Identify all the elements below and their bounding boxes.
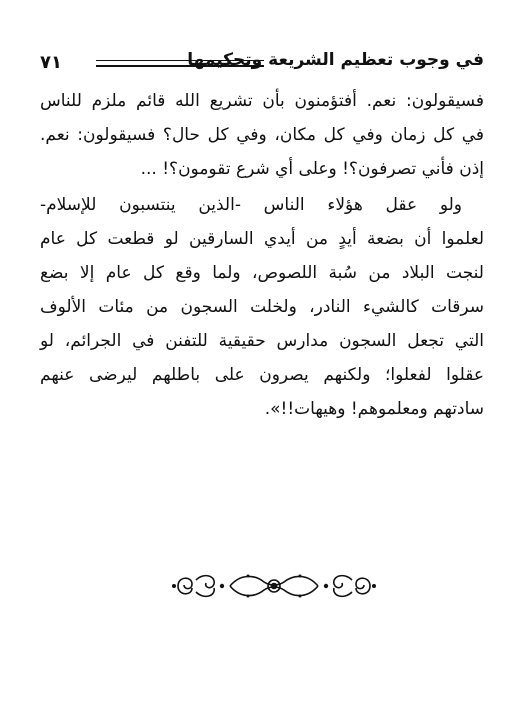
text-line: في كل زمان وفي كل مكان، وفي كل حال؟ فسيقولون: نعم. [40,125,484,145]
text-line: لنجت البلاد من سُبة اللصوص، ولما وقع كل عام إلا بضع [40,263,484,283]
text-line: لعلموا أن بضعة أيدٍ من أيدي السارقين لو قطعت كل عام [40,229,484,249]
text-line: التي تجعل السجون مدارس حقيقية للتفنن في الجرائم، لو [40,331,484,351]
text-line: إذن فأني تصرفون؟! وعلى أي شرع تقومون؟! ... [140,159,484,179]
text-line: سادتهم ومعلموهم! وهيهات!!». [264,399,484,419]
text-line: سرقات كالشيء النادر، ولخلت السجون من مئات الألوف [40,297,484,317]
text-line: ولو عقل هؤلاء الناس -الذين ينتسبون للإسلام- [40,195,462,215]
running-title: في وجوب تعظيم الشريعة وتحكيمها [187,50,484,70]
text-line: عقلوا لفعلوا؛ ولكنهم يصرون على باطلهم ليرضى عنهم [40,365,484,385]
paragraph-2 [40,188,484,426]
page-number: ٧١ [40,52,62,73]
text-line: فسيقولون: نعم. أفتؤمنون بأن تشريع الله قائم ملزم للناس [40,91,484,111]
body-text [40,84,484,426]
page-header [40,50,484,80]
paragraph-1 [40,84,484,186]
floral-divider-ornament-icon [170,566,378,606]
